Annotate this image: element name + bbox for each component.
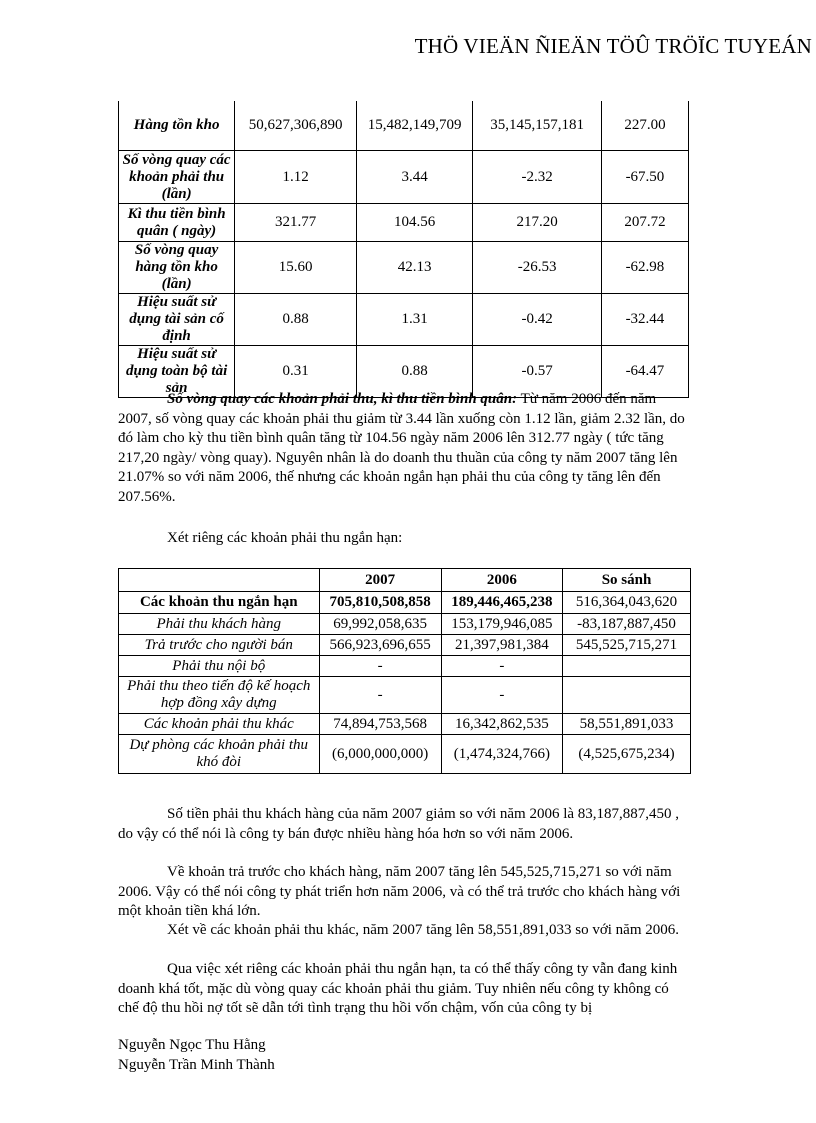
cell-value: -0.42 (473, 294, 602, 346)
table-row (119, 204, 689, 242)
table-row (119, 656, 691, 677)
cell-value: 227.00 (601, 101, 688, 151)
cell-value: 1.12 (235, 151, 357, 204)
cell-value: 705,810,508,858 (319, 592, 441, 614)
cell-value: 15,482,149,709 (356, 101, 472, 151)
financial-ratio-table (118, 101, 689, 398)
cell-value: 74,894,753,568 (319, 714, 441, 735)
cell-value: 58,551,891,033 (563, 714, 691, 735)
row-label: Các khoản thu ngắn hạn (119, 592, 320, 614)
cell-value: 50,627,306,890 (235, 101, 357, 151)
page-header-title: THÖ VIEÄN ÑIEÄN TÖÛ TRÖÏC TUYEÁN (414, 34, 812, 58)
paragraph-lead: Số vòng quay các khoản phải thu, kì thu tiền bình quân: (167, 391, 518, 407)
header-cell: So sánh (563, 569, 691, 592)
cell-value: -67.50 (601, 151, 688, 204)
cell-value: 16,342,862,535 (441, 714, 562, 735)
cell-value: 1.31 (356, 294, 472, 346)
header-cell: 2007 (319, 569, 441, 592)
cell-value (563, 677, 691, 714)
table-header-row (119, 569, 691, 592)
cell-value: 0.88 (356, 346, 472, 398)
row-label: Dự phòng các khoản phải thu khó đòi (119, 735, 320, 774)
short-term-receivables-intro: Xét riêng các khoản phải thu ngắn hạn: (167, 530, 403, 546)
receivables-turnover-paragraph (118, 390, 692, 507)
cell-value: 104.56 (356, 204, 472, 242)
cell-value: 21,397,981,384 (441, 635, 562, 656)
cell-value: (6,000,000,000) (319, 735, 441, 774)
other-receivables-paragraph: Xét về các khoản phải thu khác, năm 2007 tăng lên 58,551,891,033 so với năm 2006. (167, 922, 679, 938)
cell-value: 566,923,696,655 (319, 635, 441, 656)
header-cell (119, 569, 320, 592)
cell-value: (4,525,675,234) (563, 735, 691, 774)
row-label: Hàng tồn kho (119, 101, 235, 151)
row-label: Phải thu nội bộ (119, 656, 320, 677)
cell-value: 207.72 (601, 204, 688, 242)
cell-value: 69,992,058,635 (319, 614, 441, 635)
cell-value: 3.44 (356, 151, 472, 204)
table-row (119, 635, 691, 656)
cell-value: -32.44 (601, 294, 688, 346)
short-term-receivables-table (118, 568, 691, 774)
row-label: Phải thu theo tiến độ kế hoạch hợp đồng xây dựng (119, 677, 320, 714)
table-row (119, 101, 689, 151)
cell-value: 15.60 (235, 242, 357, 294)
cell-value: - (319, 656, 441, 677)
cell-value: 545,525,715,271 (563, 635, 691, 656)
cell-value: 321.77 (235, 204, 357, 242)
cell-value: 35,145,157,181 (473, 101, 602, 151)
table-row (119, 735, 691, 774)
cell-value: 189,446,465,238 (441, 592, 562, 614)
cell-value: 153,179,946,085 (441, 614, 562, 635)
table-row (119, 151, 689, 204)
cell-value: 217.20 (473, 204, 602, 242)
cell-value: -62.98 (601, 242, 688, 294)
row-label: Phải thu khách hàng (119, 614, 320, 635)
row-label: Số vòng quay các khoản phải thu (lần) (119, 151, 235, 204)
table-row (119, 614, 691, 635)
prepayment-paragraph: Về khoản trả trước cho khách hàng, năm 2007 tăng lên 545,525,715,271 so với năm 2006. Vậy có thể nói công ty phát triển hơn năm 2006, và có thể trả trước cho khách hàng với một khoản tiền khá lớn. (118, 864, 681, 919)
paragraph-text: Từ năm 2006 đến năm 2007, số vòng quay các khoản phải thu giảm từ 3.44 lần xuống còn 1.12 lần, giảm 2.32 lần, do đó làm cho kỳ thu tiền bình quân tăng từ 104.56 ngày năm 2006 lên 312.77 ngày ( tức tăng 217,20 ngày/ vòng quay). Nguyên nhân là do doanh thu thuần của công ty năm 2007 tăng lên 21.07% so với năm 2006, thế nhưng các khoản ngắn hạn phải thu của công ty tăng lên đến 207.56%. (118, 391, 685, 505)
row-label: Số vòng quay hàng tồn kho (lần) (119, 242, 235, 294)
row-label: Các khoản phải thu khác (119, 714, 320, 735)
table-row (119, 294, 689, 346)
table-row (119, 242, 689, 294)
author-name: Nguyễn Ngọc Thu Hằng (118, 1037, 266, 1053)
cell-value: 0.31 (235, 346, 357, 398)
cell-value: - (441, 656, 562, 677)
row-label: Kì thu tiền bình quân ( ngày) (119, 204, 235, 242)
cell-value: 516,364,043,620 (563, 592, 691, 614)
cell-value: - (319, 677, 441, 714)
footer-authors (118, 1035, 275, 1075)
cell-value (563, 656, 691, 677)
cell-value: 0.88 (235, 294, 357, 346)
customer-receivables-paragraph: Số tiền phải thu khách hàng của năm 2007 giảm so với năm 2006 là 83,187,887,450 , do vậy có thể nói là công ty bán được nhiều hàng hóa hơn so với năm 2006. (118, 806, 680, 842)
author-name: Nguyễn Trần Minh Thành (118, 1057, 275, 1073)
cell-value: -26.53 (473, 242, 602, 294)
row-label: Hiệu suất sử dụng tài sản cố định (119, 294, 235, 346)
conclusion-paragraph: Qua việc xét riêng các khoản phải thu ngắn hạn, ta có thể thấy công ty vẫn đang kinh doanh khá tốt, mặc dù vòng quay các khoản phải thu giảm. Tuy nhiên nếu công ty không có chế độ thu hồi nợ tốt sẽ dẫn tới tình trạng thu hồi vốn chậm, vốn của công ty bị (118, 961, 678, 1016)
cell-value: (1,474,324,766) (441, 735, 562, 774)
row-label: Trả trước cho người bán (119, 635, 320, 656)
cell-value: - (441, 677, 562, 714)
table-row (119, 714, 691, 735)
row-label: Hiệu suất sử dụng toàn bộ tài sản (119, 346, 235, 398)
header-cell: 2006 (441, 569, 562, 592)
cell-value: 42.13 (356, 242, 472, 294)
cell-value: -64.47 (601, 346, 688, 398)
table-row-total (119, 592, 691, 614)
cell-value: -2.32 (473, 151, 602, 204)
table-row (119, 677, 691, 714)
cell-value: -83,187,887,450 (563, 614, 691, 635)
cell-value: -0.57 (473, 346, 602, 398)
